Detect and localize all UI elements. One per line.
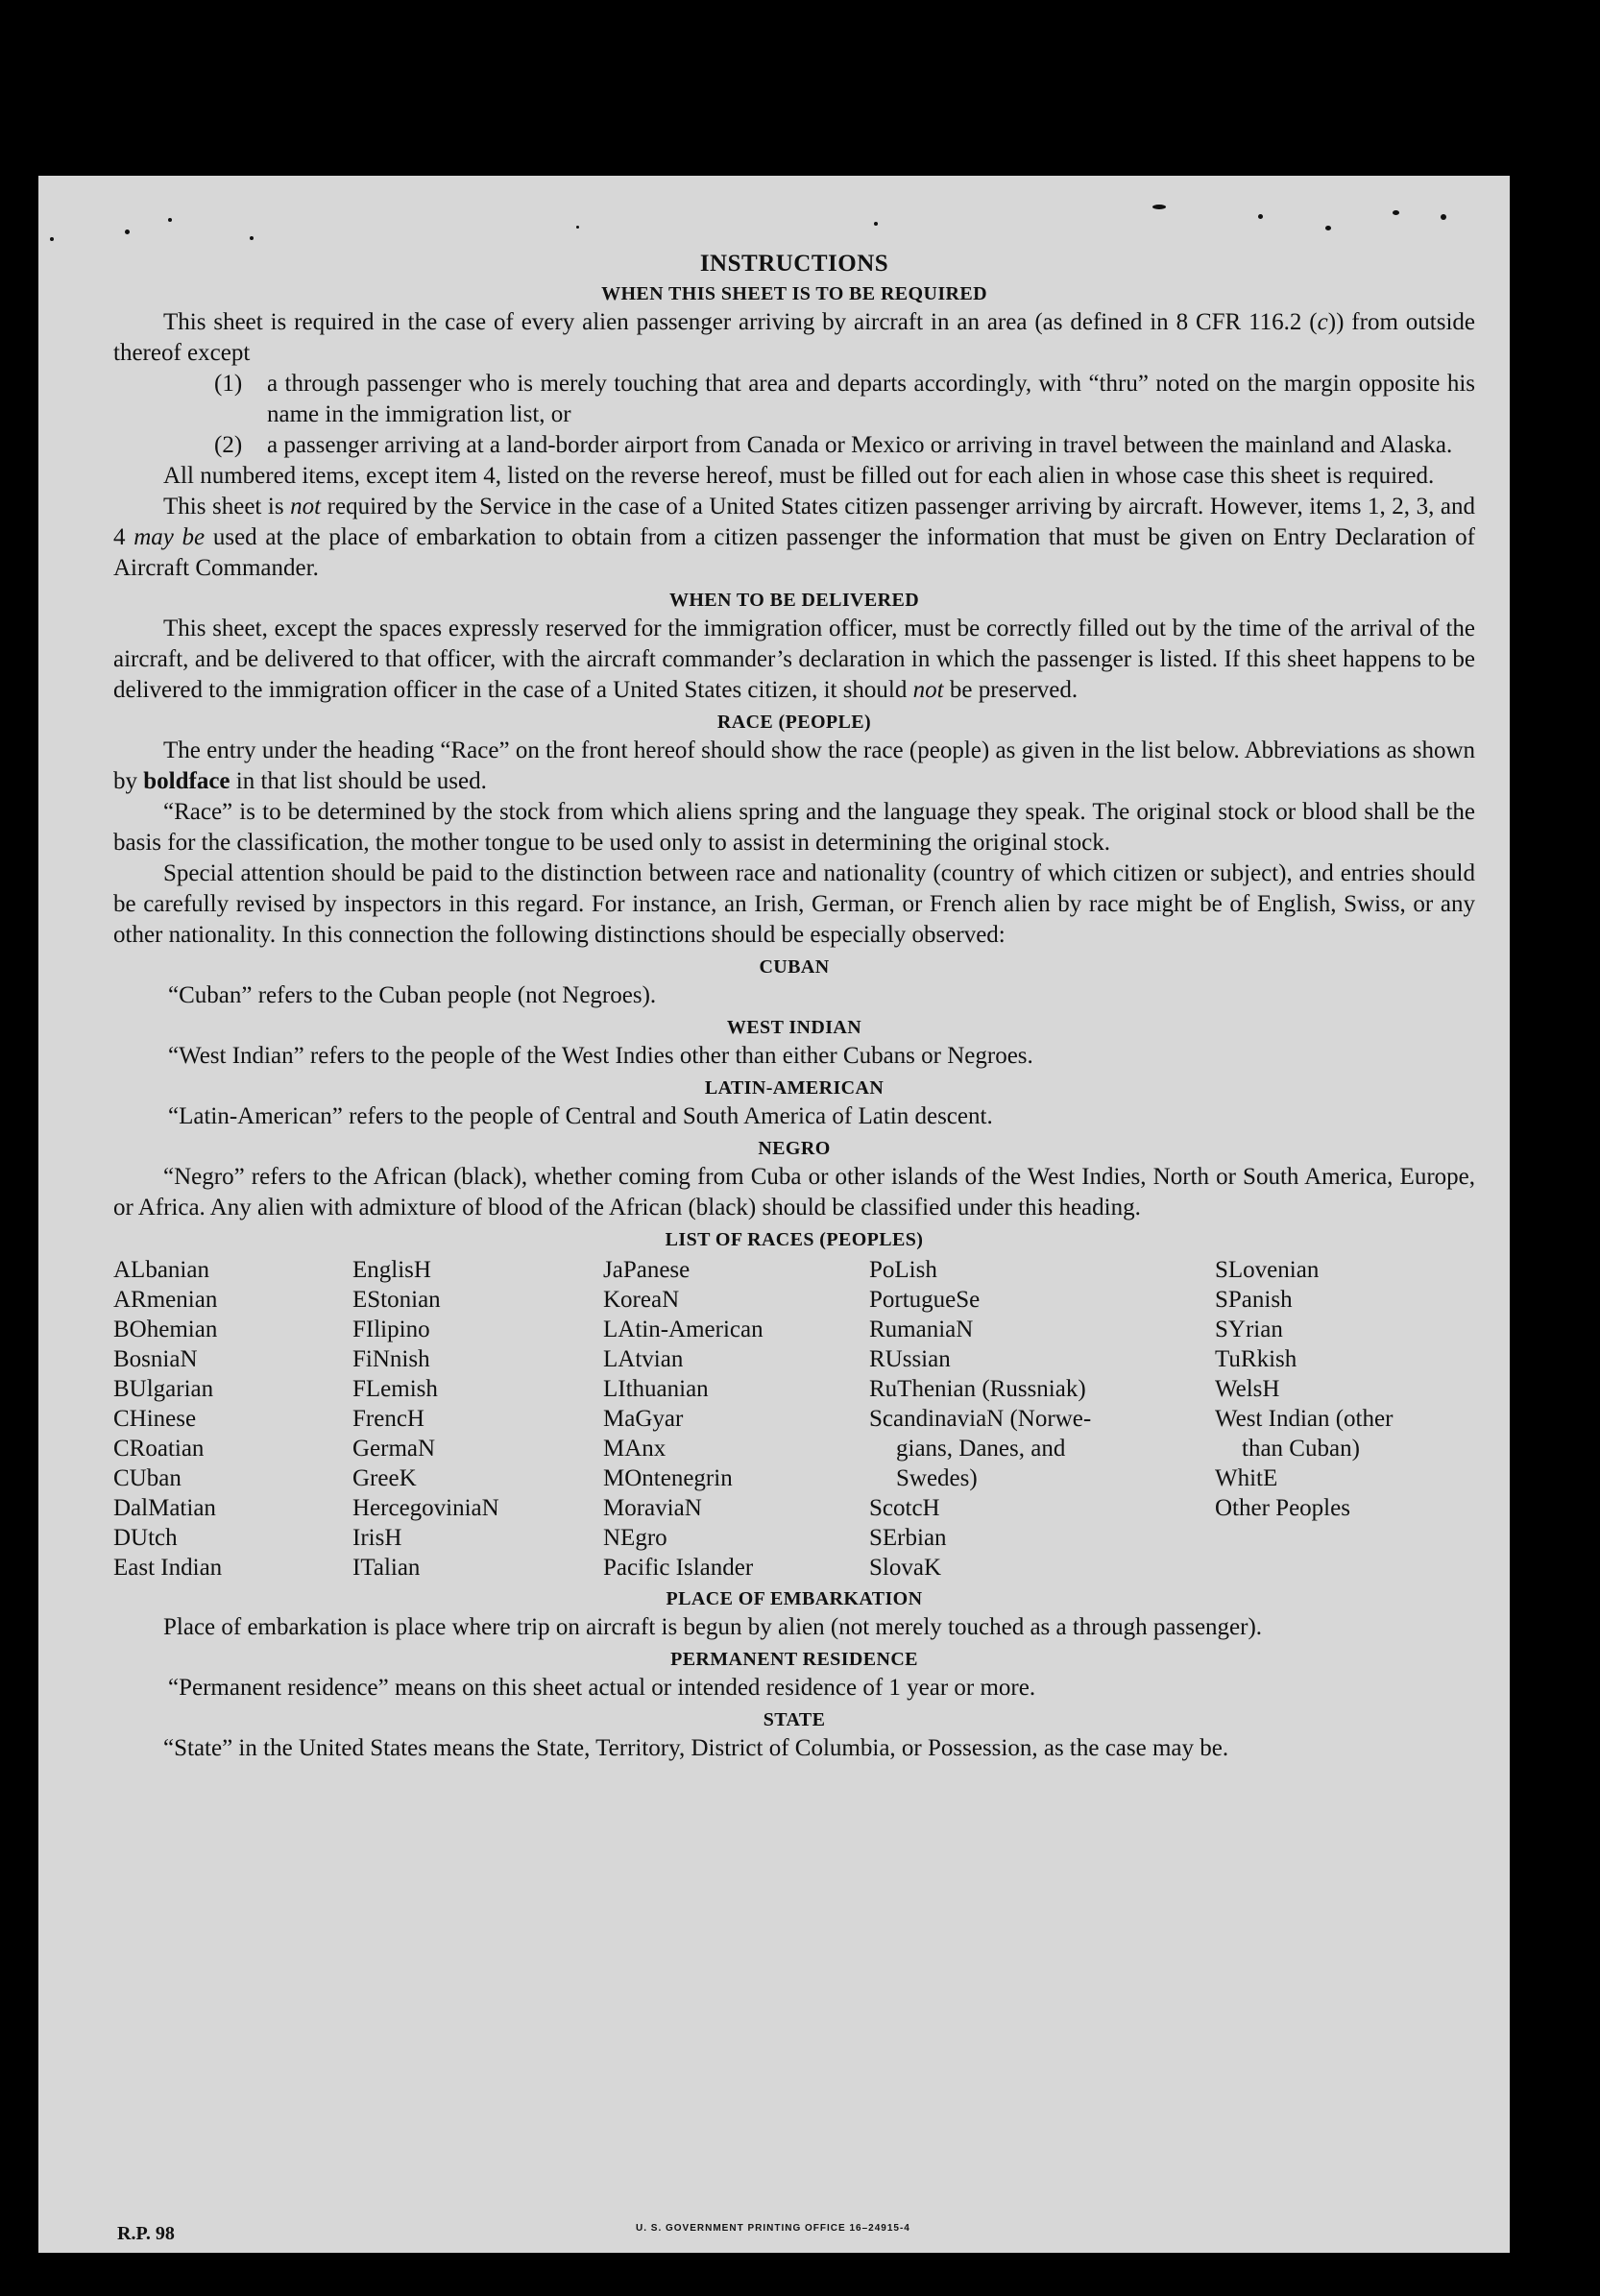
race-item: SYrian	[1215, 1317, 1283, 1342]
page-title: INSTRUCTIONS	[699, 251, 889, 277]
race-item: GermaN	[352, 1436, 436, 1462]
residence-definition: “Permanent residence” means on this sheet actual or intended residence of 1 year or more.	[168, 1675, 1036, 1701]
race-item: BUlgarian	[113, 1376, 214, 1402]
section-when-required	[113, 283, 1475, 584]
race-item: BOhemian	[113, 1317, 218, 1342]
section-heading: PLACE OF EMBARKATION	[666, 1588, 923, 1609]
race-item: Swedes)	[896, 1465, 978, 1491]
race-item: WelsH	[1215, 1376, 1280, 1402]
section-negro	[113, 1138, 1475, 1223]
section-permanent-residence	[113, 1649, 1475, 1704]
race-item: FIlipino	[352, 1317, 430, 1342]
race-item: FiNnish	[352, 1346, 430, 1372]
section-heading: RACE (PEOPLE)	[716, 712, 872, 733]
race-item: HercegoviniaN	[352, 1495, 499, 1521]
section-heading: STATE	[763, 1709, 826, 1730]
section-cuban	[113, 956, 1475, 1011]
race-item: than Cuban)	[1242, 1436, 1360, 1462]
form-number: R.P. 98	[117, 2223, 175, 2244]
section-west-indian	[113, 1017, 1475, 1072]
race-column-3	[603, 1255, 869, 1583]
race-item: Pacific Islander	[603, 1555, 754, 1581]
race-item: MAnx	[603, 1436, 667, 1462]
embarkation-definition: Place of embarkation is place where trip on aircraft is begun by alien (not merely touched as a through passenger).	[163, 1614, 1263, 1640]
race-item: PortugueSe	[869, 1287, 981, 1313]
numbered-items-paragraph: All numbered items, except item 4, listed on the reverse hereof, must be filled out for each alien in whose case this sheet is required.	[163, 463, 1435, 489]
delivery-paragraph: This sheet, except the spaces expressly reserved for the immigration officer, must be correctly filled out by the time of the arrival of the aircraft, and be delivered to that officer, with the aircraft commander’s declaration in which the passenger is listed. If this sheet happens to be delivered to the immigration officer in the case of a United States citizen, it should not be preserved.	[113, 616, 1475, 703]
race-item: MaGyar	[603, 1406, 684, 1432]
section-heading: LATIN-AMERICAN	[704, 1077, 885, 1099]
race-item: NEgro	[603, 1525, 667, 1551]
cuban-definition: “Cuban” refers to the Cuban people (not Negroes).	[168, 982, 657, 1008]
citizen-paragraph: This sheet is not required by the Service in the case of a United States citizen passenger arriving by aircraft. However, items 1, 2, 3, and 4 may be used at the place of embarkation to obtain from a citizen passenger the information that must be given on Entry Declaration of Aircraft Commander.	[113, 494, 1476, 581]
race-item: RUssian	[869, 1346, 951, 1372]
race-item: CRoatian	[113, 1436, 205, 1462]
race-item: ALbanian	[113, 1257, 209, 1283]
race-item: IrisH	[352, 1525, 402, 1551]
race-item: RuThenian (Russniak)	[869, 1376, 1086, 1402]
section-race	[113, 712, 1475, 951]
race-item: FLemish	[352, 1376, 438, 1402]
west-indian-definition: “West Indian” refers to the people of the West Indies other than either Cubans or Negroes.	[168, 1043, 1033, 1069]
race-item: MoraviaN	[603, 1495, 702, 1521]
race-paragraph-2: “Race” is to be determined by the stock from which aliens spring and the language they speak. The original stock or blood shall be the basis for the classification, the mother tongue to be used only to assist in determining the original stock.	[113, 799, 1475, 856]
race-item: TuRkish	[1215, 1346, 1297, 1372]
race-item: BosniaN	[113, 1346, 198, 1372]
race-item: KoreaN	[603, 1287, 680, 1313]
race-item: Other Peoples	[1215, 1495, 1350, 1521]
race-item: RumaniaN	[869, 1317, 974, 1342]
section-heading: NEGRO	[758, 1138, 831, 1159]
race-item: ScandinaviaN (Norwe-	[869, 1406, 1092, 1432]
race-item: gians, Danes, and	[896, 1436, 1066, 1462]
race-item: LAtin-American	[603, 1317, 764, 1342]
race-column-5	[1215, 1255, 1475, 1583]
race-item: PoLish	[869, 1257, 937, 1283]
race-column-1	[113, 1255, 352, 1583]
race-item: LIthuanian	[603, 1376, 709, 1402]
race-item: JaPanese	[603, 1257, 691, 1283]
race-item: CHinese	[113, 1406, 197, 1432]
negro-definition: “Negro” refers to the African (black), whether coming from Cuba or other islands of the West Indies, North or South America, Europe, or Africa. Any alien with admixture of blood of the African (black) should be classified under this heading.	[113, 1164, 1475, 1221]
race-paragraph-3: Special attention should be paid to the distinction between race and nationality (country of which citizen or subject), and entries should be carefully revised by inspectors in this regard. For instance, an Irish, German, or French alien by race might be of English, Swiss, or any other nationality. In this connection the following distinctions should be especially observed:	[113, 860, 1475, 948]
race-column-4	[869, 1255, 1215, 1583]
section-state	[113, 1709, 1475, 1764]
race-item: ScotcH	[869, 1495, 940, 1521]
race-item: SlovaK	[869, 1555, 941, 1581]
race-item: MOntenegrin	[603, 1465, 733, 1491]
section-heading: CUBAN	[759, 956, 830, 978]
section-heading: WHEN THIS SHEET IS TO BE REQUIRED	[601, 283, 987, 304]
race-item: DalMatian	[113, 1495, 216, 1521]
printer-imprint: U. S. GOVERNMENT PRINTING OFFICE 16–24915-4	[636, 2223, 910, 2234]
race-item: SLovenian	[1215, 1257, 1320, 1283]
latin-american-definition: “Latin-American” refers to the people of Central and South America of Latin descent.	[168, 1103, 993, 1129]
section-heading: WHEN TO BE DELIVERED	[668, 590, 920, 611]
races-grid	[113, 1255, 1475, 1583]
section-place-of-embarkation	[113, 1588, 1475, 1643]
race-item: SPanish	[1215, 1287, 1293, 1313]
exception-item-2: (2) a passenger arriving at a land-border airport from Canada or Mexico or arriving in travel between the mainland and Alaska.	[214, 432, 1453, 458]
state-definition: “State” in the United States means the State, Territory, District of Columbia, or Possession, as the case may be.	[163, 1735, 1229, 1761]
intro-paragraph: This sheet is required in the case of every alien passenger arriving by aircraft in an area (as defined in 8 CFR 116.2 (c)) from outside thereof except	[113, 309, 1475, 366]
race-item: GreeK	[352, 1465, 417, 1491]
race-item: WhitE	[1215, 1465, 1278, 1491]
race-item: East Indian	[113, 1555, 223, 1581]
race-item: West Indian (other	[1215, 1406, 1394, 1432]
instruction-sheet	[38, 176, 1510, 2253]
race-paragraph-1: The entry under the heading “Race” on the front hereof should show the race (people) as given in the list below. Abbreviations as shown by boldface in that list should be used.	[113, 737, 1475, 794]
race-item: FrencH	[352, 1406, 424, 1432]
race-item: ITalian	[352, 1555, 421, 1581]
race-item: ARmenian	[113, 1287, 218, 1313]
race-item: EStonian	[352, 1287, 441, 1313]
race-item: DUtch	[113, 1525, 178, 1551]
race-item: CUban	[113, 1465, 182, 1491]
section-latin-american	[113, 1077, 1475, 1132]
sheet-content	[113, 251, 1475, 1764]
race-item: SErbian	[869, 1525, 947, 1551]
section-heading: PERMANENT RESIDENCE	[670, 1649, 918, 1670]
section-heading: LIST OF RACES (PEOPLES)	[665, 1229, 924, 1250]
section-list-of-races	[113, 1229, 1475, 1583]
race-column-2	[352, 1255, 603, 1583]
race-item: EnglisH	[352, 1257, 431, 1283]
section-when-delivered	[113, 590, 1475, 706]
section-heading: WEST INDIAN	[726, 1017, 862, 1038]
race-item: LAtvian	[603, 1346, 684, 1372]
exception-item-1: (1) a through passenger who is merely touching that area and departs accordingly, with “thru” noted on the margin opposite his name in the immigration list, or	[214, 371, 1475, 427]
